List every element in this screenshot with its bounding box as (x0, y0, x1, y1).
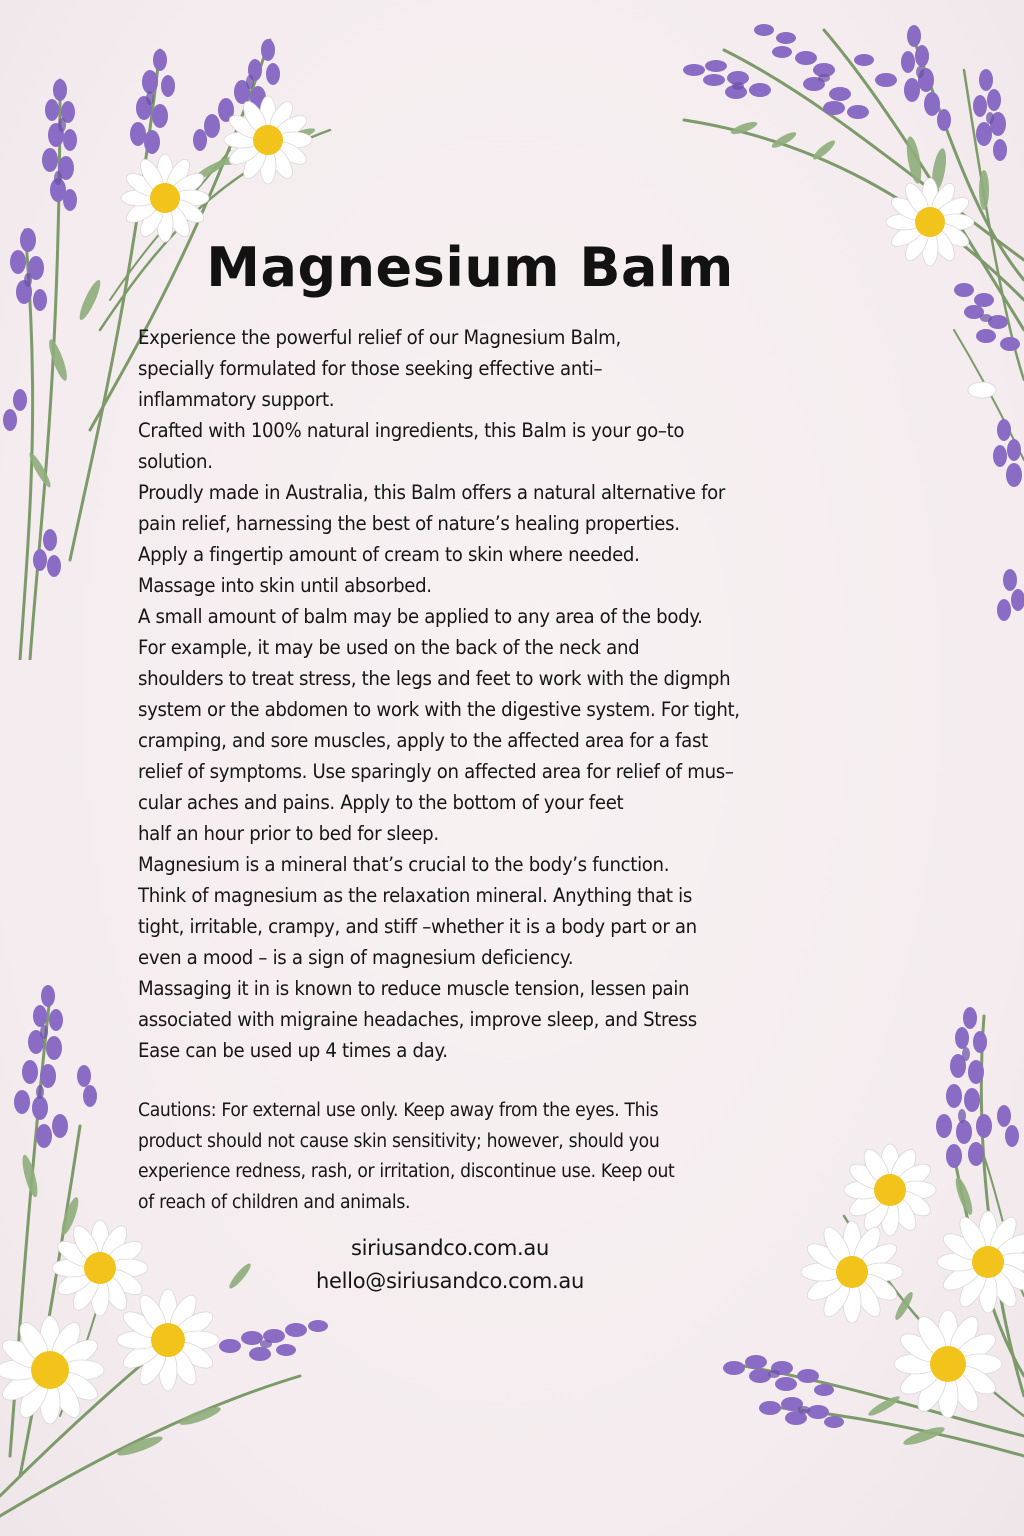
text-line: relief of symptoms. Use sparingly on affected area for relief of mus– (138, 760, 734, 783)
product-description (138, 322, 878, 1066)
email-link[interactable]: hello@siriusandco.com.au (316, 1269, 584, 1293)
text-line: Proudly made in Australia, this Balm offers a natural alternative for (138, 481, 726, 504)
text-line: Think of magnesium as the relaxation mineral. Anything that is (138, 884, 692, 907)
text-line: shoulders to treat stress, the legs and feet to work with the digmph (138, 667, 731, 690)
text-line: Experience the powerful relief of our Magnesium Balm, (138, 326, 621, 349)
text-line: cular aches and pains. Apply to the bottom of your feet (138, 791, 624, 814)
text-line: Apply a fingertip amount of cream to skin where needed. (138, 543, 640, 566)
text-line: Crafted with 100% natural ingredients, this Balm is your go–to (138, 419, 685, 442)
text-line: A small amount of balm may be applied to any area of the body. (138, 605, 703, 628)
contact-info (250, 1232, 650, 1298)
text-line: system or the abdomen to work with the digestive system. For tight, (138, 698, 740, 721)
text-line: cramping, and sore muscles, apply to the affected area for a fast (138, 729, 708, 752)
cautions-line: Cautions: For external use only. Keep away from the eyes. This (138, 1100, 659, 1121)
text-line: pain relief, harnessing the best of nature’s healing properties. (138, 512, 680, 535)
cautions-line: of reach of children and animals. (138, 1191, 411, 1213)
text-line: solution. (138, 450, 213, 473)
page-title: Magnesium Balm (206, 236, 734, 299)
lavender-daisy-icon (704, 996, 1024, 1536)
cautions-section (138, 1096, 838, 1218)
text-line: Ease can be used up 4 times a day. (138, 1039, 448, 1062)
text-line: Massage into skin until absorbed. (138, 574, 432, 597)
text-line: Magnesium is a mineral that’s crucial to the body’s function. (138, 853, 670, 876)
text-line: For example, it may be used on the back of the neck and (138, 636, 640, 659)
text-line: tight, irritable, crampy, and stiff –whether it is a body part or an (138, 915, 697, 938)
cautions-line: product should not cause skin sensitivity; however, should you (138, 1130, 660, 1152)
floral-decoration-bottom-right (704, 996, 1024, 1536)
cautions-line: experience redness, rash, or irritation, discontinue use. Keep out (138, 1161, 675, 1182)
text-line: associated with migraine headaches, improve sleep, and Stress (138, 1008, 697, 1031)
text-line: Massaging it in is known to reduce muscle tension, lessen pain (138, 977, 690, 1000)
text-line: inflammatory support. (138, 388, 335, 411)
text-line: specially formulated for those seeking effective anti– (138, 357, 603, 380)
text-line: even a mood – is a sign of magnesium deficiency. (138, 946, 574, 969)
website-link[interactable]: siriusandco.com.au (350, 1236, 549, 1260)
text-line: half an hour prior to bed for sleep. (138, 822, 439, 845)
